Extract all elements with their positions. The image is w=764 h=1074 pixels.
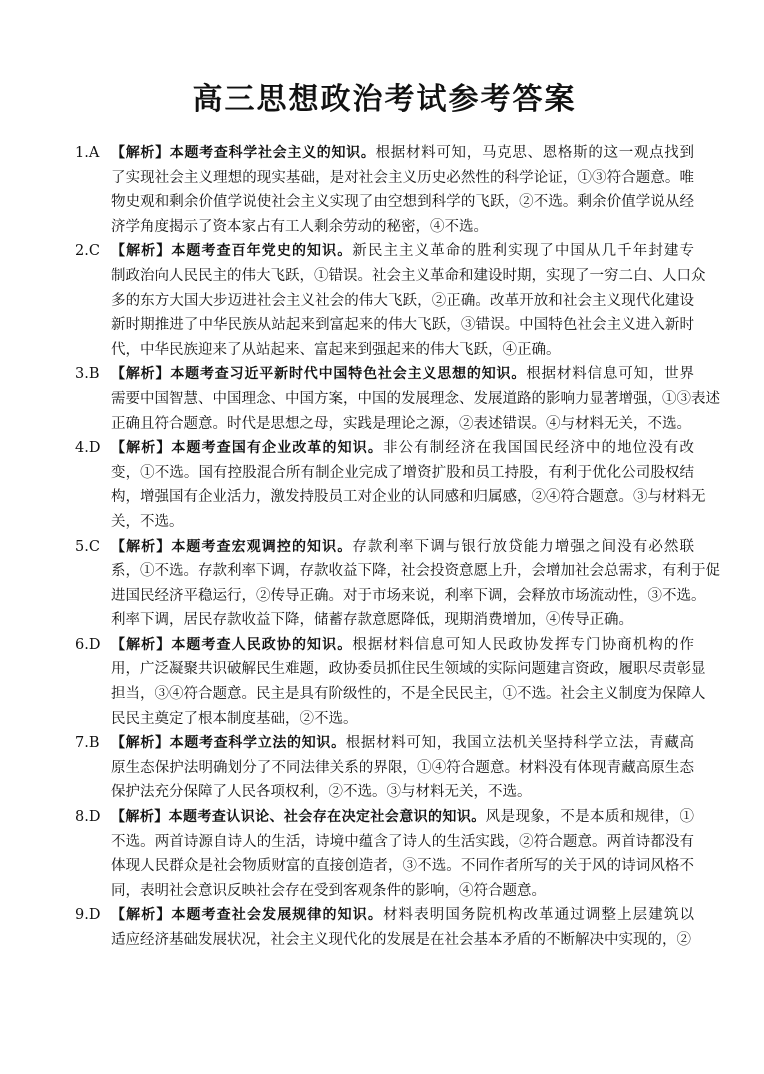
answer-line	[111, 338, 694, 363]
answer-line	[111, 830, 694, 855]
analysis-text: 代，中华民族迎来了从站起来、富起来到强起来的伟大飞跃，④正确。	[111, 341, 561, 358]
analysis-text: 根据材料可知，我国立法机关坚持科学立法，青藏高	[345, 735, 695, 752]
answer-number: 6.D	[75, 636, 101, 653]
answer-number: 7.B	[75, 735, 100, 752]
answer-item	[75, 436, 706, 534]
analysis-text: 利率下调，居民存款收益下降，储蓄存款意愿降低，现期消费增加，④传导正确。	[111, 612, 633, 629]
analysis-text: 同，表明社会意识反映社会存在受到客观条件的影响，④符合题意。	[111, 882, 546, 899]
answer-number: 8.D	[75, 809, 101, 826]
analysis-text: 关，不选。	[111, 513, 184, 530]
answer-number: 4.D	[75, 440, 101, 457]
answer-line	[111, 289, 694, 314]
analysis-text: 存款利率下调与银行放贷能力增强之间没有必然联	[352, 538, 694, 555]
answer-line	[111, 707, 694, 732]
analysis-text: 非公有制经济在我国国民经济中的地位没有改	[382, 440, 695, 457]
answer-line	[111, 559, 720, 584]
answer-number: 3.B	[75, 366, 100, 383]
answer-item	[75, 903, 694, 952]
answer-line	[111, 584, 706, 609]
answer-item	[75, 633, 706, 731]
analysis-heading: 【解析】本题考查科学立法的知识。	[111, 735, 346, 752]
analysis-text: 材料表明国务院机构改革通过调整上层建筑以	[382, 907, 695, 924]
analysis-text: 新民主主义革命的胜利实现了中国从几千年封建专	[352, 243, 694, 260]
analysis-text: 根据材料信息可知，世界	[526, 366, 695, 383]
analysis-text: 构，增强国有企业活力，激发持股员工对企业的认同感和归属感，②④符合题意。③与材料无	[111, 489, 706, 506]
answer-line	[111, 362, 694, 387]
answer-line	[111, 731, 694, 756]
answer-line	[111, 436, 694, 461]
answer-line	[111, 608, 694, 633]
answer-line	[111, 805, 694, 830]
analysis-text: 制政治向人民民主的伟大飞跃，①错误。社会主义革命和建设时期，实现了一穷二白、人口众	[111, 267, 706, 284]
answer-line	[111, 412, 694, 437]
answer-line	[111, 387, 720, 412]
answer-number: 9.D	[75, 907, 101, 924]
answer-line	[111, 141, 694, 166]
analysis-text: 变，①不选。国有控股混合所有制企业完成了增资扩股和员工持股，有利于优化公司股权结	[111, 464, 694, 481]
analysis-text: 进国民经济平稳运行，②传导正确。对于市场来说，利率下调，会释放市场流动性，③不选。	[111, 587, 706, 604]
answer-list	[75, 141, 720, 953]
analysis-text: 体现人民群众是社会物质财富的直接创造者，③不选。不同作者所写的关于风的诗词风格不	[111, 858, 694, 875]
analysis-text: 多的东方大国大步迈进社会主义社会的伟大飞跃，②正确。改革开放和社会主义现代化建设	[111, 292, 694, 309]
analysis-text: 系，①不选。存款利率下调，存款收益下降，社会投资意愿上升，会增加社会总需求，有利于促	[111, 563, 720, 580]
analysis-heading: 【解析】本题考查人民政协的知识。	[111, 636, 353, 653]
analysis-text: 正确且符合题意。时代是思想之母，实践是理论之源，②表述错误。④与材料无关，不选。	[111, 415, 691, 432]
analysis-text: 风是现象，不是本质和规律，①	[485, 809, 695, 826]
answer-item	[75, 362, 720, 436]
analysis-text: 物史观和剩余价值学说使社会主义实现了由空想到科学的飞跃，②不选。剩余价值学说从经	[111, 194, 694, 211]
analysis-heading: 【解析】本题考查科学社会主义的知识。	[111, 145, 376, 161]
answer-item	[75, 239, 706, 362]
answer-line	[111, 928, 694, 953]
analysis-text: 用，广泛凝聚共识破解民生难题，政协委员抓住民生领域的实际问题建言资政，履职尽责彰显	[111, 661, 706, 678]
analysis-text: 担当，③④符合题意。民主是具有阶级性的，不是全民民主，①不选。社会主义制度为保障人	[111, 686, 706, 703]
analysis-heading: 【解析】本题考查社会发展规律的知识。	[111, 907, 383, 924]
answer-item	[75, 731, 694, 805]
analysis-text: 原生态保护法明确划分了不同法律关系的界限，①④符合题意。材料没有体现青藏高原生态	[111, 759, 694, 776]
answer-line	[111, 657, 706, 682]
analysis-text: 新时期推进了中华民族从站起来到富起来的伟大飞跃，③错误。中国特色社会主义进入新时	[111, 317, 694, 334]
analysis-text: 根据材料可知，马克思、恩格斯的这一观点找到	[375, 145, 695, 161]
answer-number: 1.A	[75, 145, 100, 161]
answer-line	[111, 510, 694, 535]
answer-line	[111, 190, 694, 215]
answer-line	[111, 756, 694, 781]
analysis-text: 需要中国智慧、中国理念、中国方案，中国的发展理念、发展道路的影响力显著增强，①③表述	[111, 390, 720, 407]
analysis-heading: 【解析】本题考查百年党史的知识。	[111, 243, 353, 260]
answer-item	[75, 805, 694, 903]
analysis-text: 济学角度揭示了资本家占有工人剩余劳动的秘密，④不选。	[111, 218, 488, 235]
analysis-heading: 【解析】本题考查国有企业改革的知识。	[111, 440, 383, 457]
answer-item	[75, 141, 694, 239]
answer-line	[111, 879, 694, 904]
answer-number: 2.C	[75, 243, 100, 260]
analysis-heading: 【解析】本题考查认识论、社会存在决定社会意识的知识。	[111, 809, 486, 826]
answer-line	[111, 854, 694, 879]
answer-item	[75, 535, 720, 633]
answer-line	[111, 215, 694, 240]
answer-line	[111, 633, 694, 658]
answer-line	[111, 239, 694, 264]
answer-line	[111, 535, 694, 560]
answer-line	[111, 903, 694, 928]
analysis-text: 适应经济基础发展状况，社会主义现代化的发展是在社会基本矛盾的不断解决中实现的，②	[111, 932, 691, 948]
analysis-text: 保护法充分保障了人民各项权利，②不选。③与材料无关，不选。	[111, 784, 532, 801]
analysis-text: 不选。两首诗源自诗人的生活，诗境中蕴含了诗人的生活实践，②符合题意。两首诗都没有	[111, 833, 694, 850]
analysis-text: 根据材料信息可知人民政协发挥专门协商机构的作	[352, 636, 694, 653]
answer-line	[111, 166, 694, 191]
answer-line	[111, 313, 694, 338]
answer-line	[111, 682, 706, 707]
analysis-text: 了实现社会主义理想的现实基础，是对社会主义历史必然性的科学论证，①③符合题意。唯	[111, 169, 694, 186]
answer-line	[111, 264, 706, 289]
answer-line	[111, 780, 694, 805]
page-title: 高三思想政治考试参考答案	[192, 82, 577, 117]
analysis-heading: 【解析】本题考查习近平新时代中国特色社会主义思想的知识。	[111, 366, 527, 383]
answer-line	[111, 461, 694, 486]
analysis-text: 民民主奠定了根本制度基础，②不选。	[111, 710, 358, 727]
analysis-heading: 【解析】本题考查宏观调控的知识。	[111, 538, 353, 555]
answer-line	[111, 485, 706, 510]
answer-number: 5.C	[75, 538, 100, 555]
